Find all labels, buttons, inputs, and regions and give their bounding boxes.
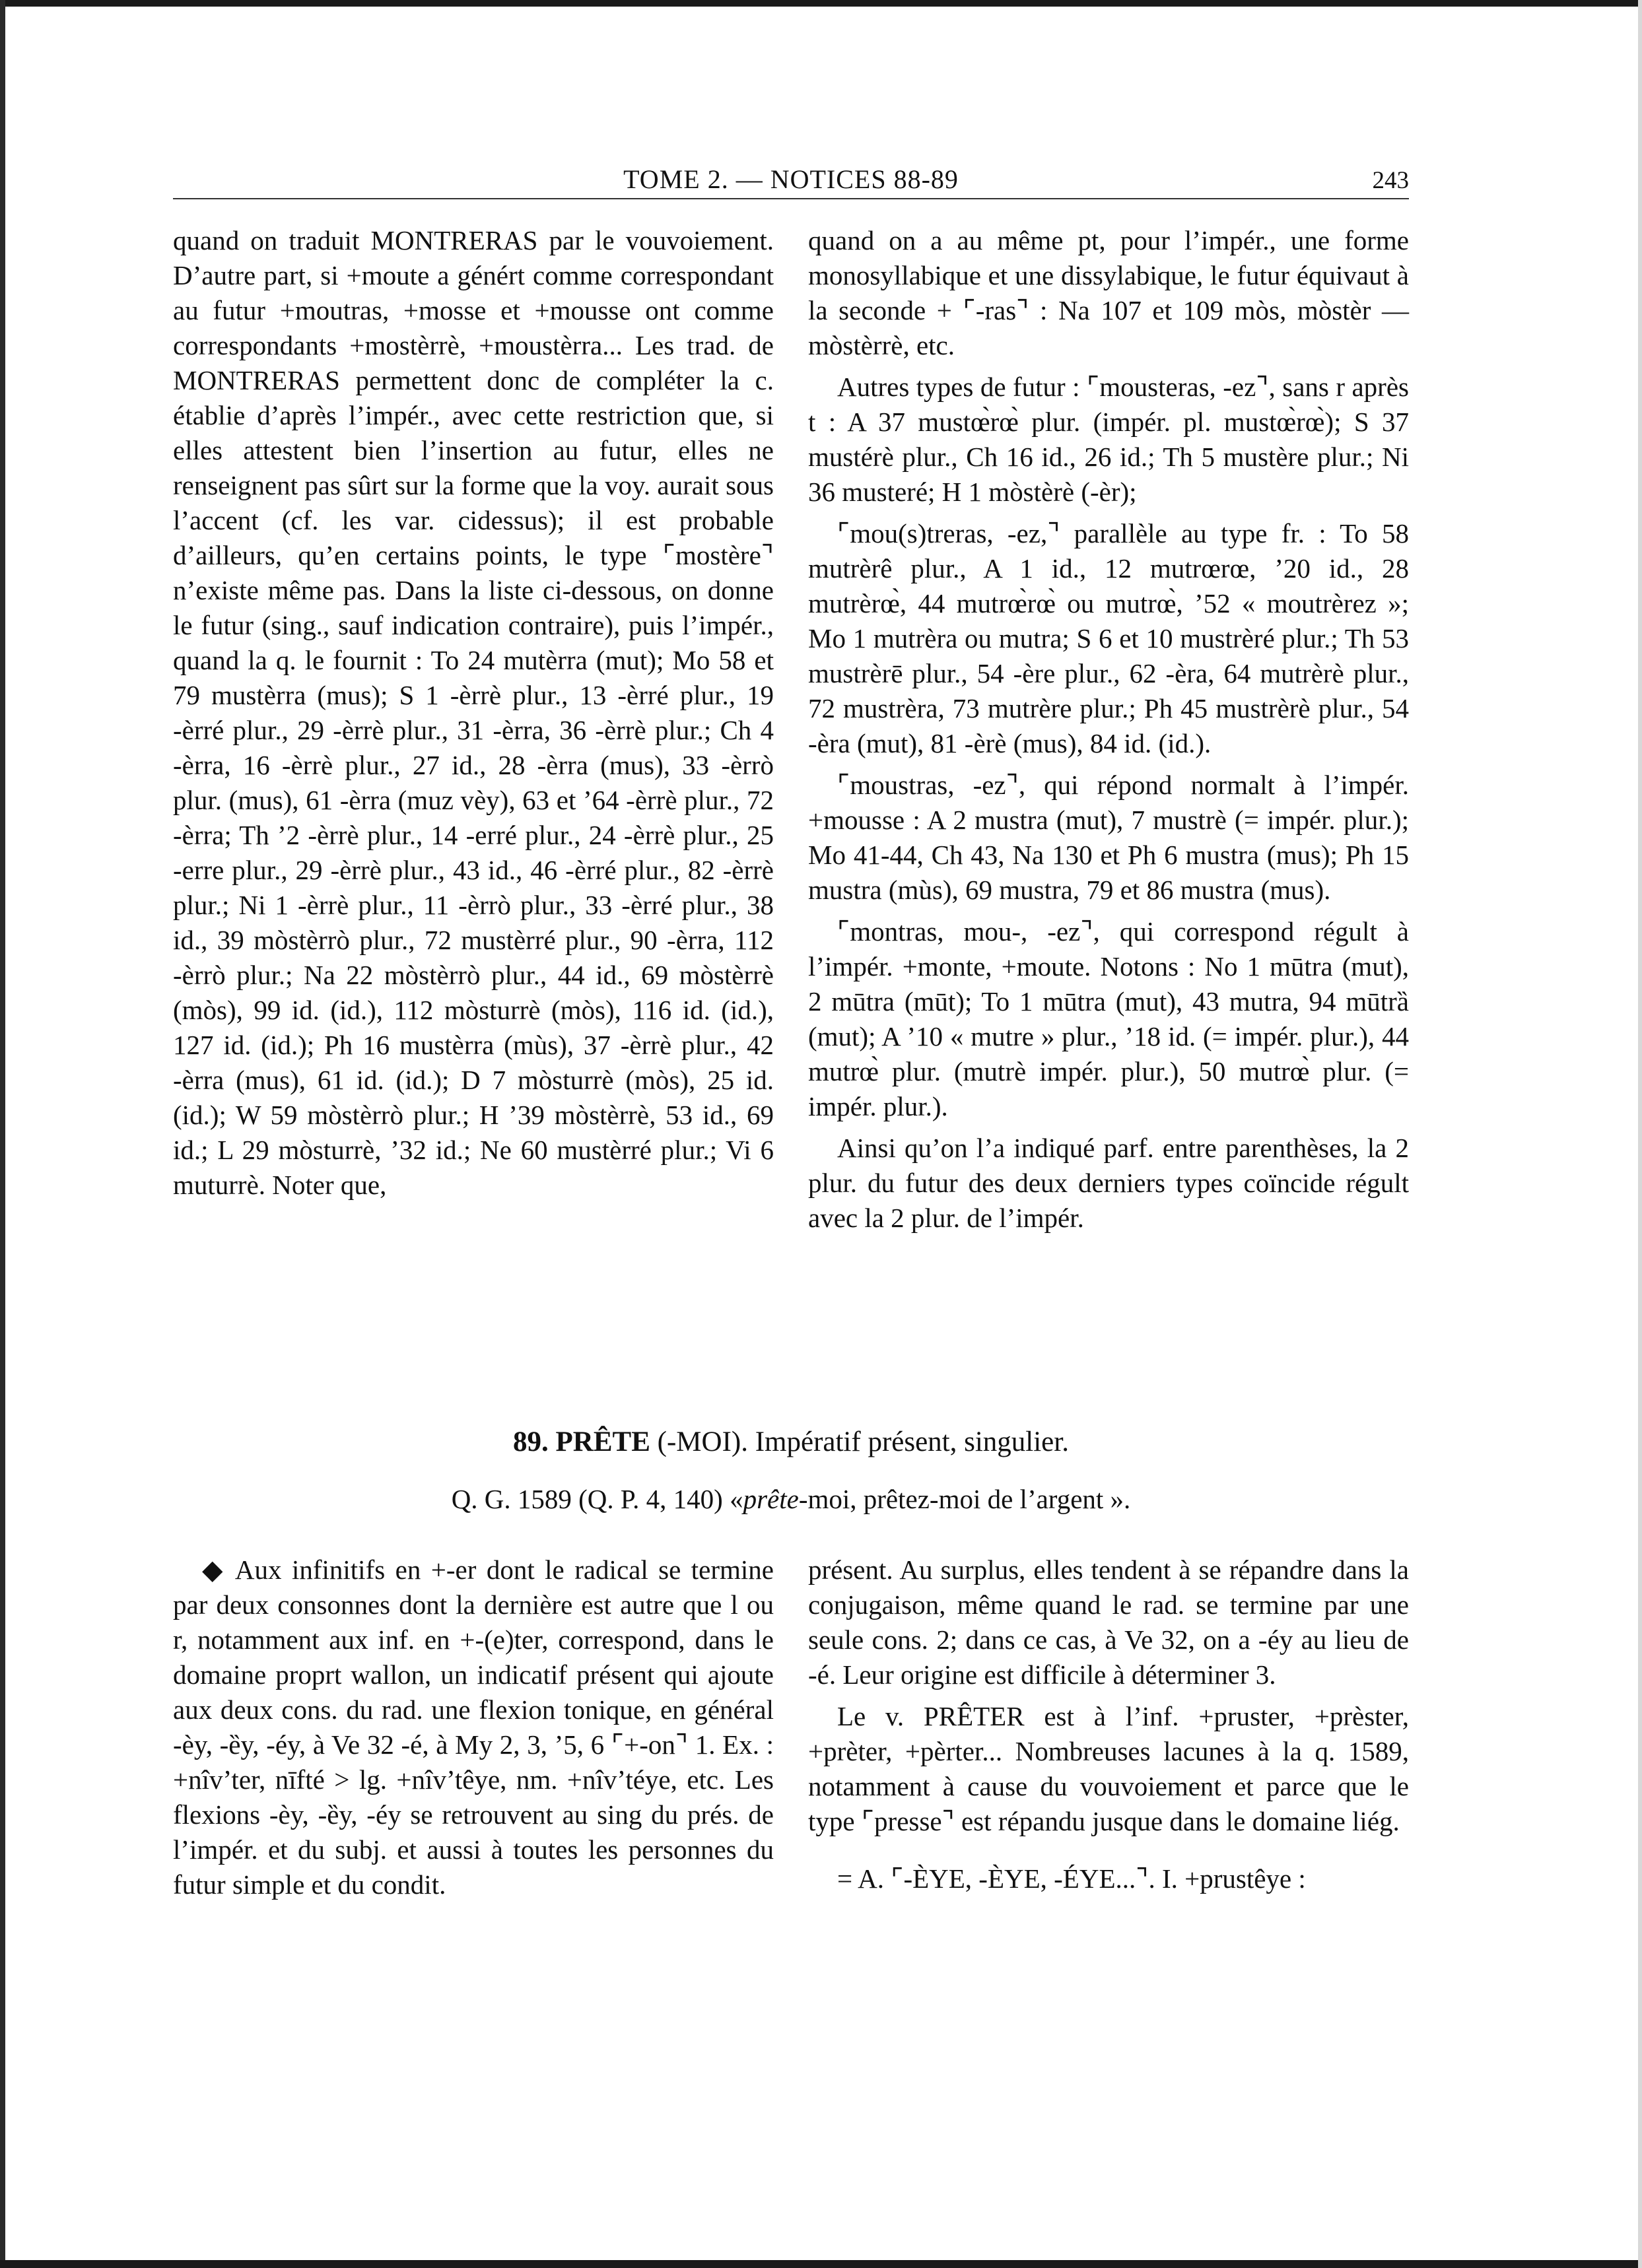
paragraph: = A. ⌜-ÈYE, -ÈYE, -ÉYE...⌝. I. +prustêye :	[837, 1863, 1306, 1894]
section-heading	[173, 1426, 1409, 1458]
subtitle-prefix: Q. G. 1589 (Q. P. 4, 140) «	[451, 1484, 743, 1514]
scan-border-top	[0, 0, 1642, 7]
paragraph: ⌜montras, mou-, -ez⌝, qui correspond régult à l’impér. +monte, +moute. Notons : No 1 mūtra (mut), 2 mūtra (mūt); To 1 mūtra (mut), 43 mutra, 94 mūtrȁ (mut); A ’10 « mutre » plur., ’18 id. (= impér. plur.), 44 mutrœ̀ plur. (mutrè impér. plur.), 50 mutrœ̀ plur. (= impér. plur.).	[808, 916, 1409, 1121]
paragraph: Autres types de futur : ⌜mousteras, -ez⌝, sans r après t : A 37 mustœ̀rœ̀ plur. (impér. pl. mustœ̀rœ̀); S 37 mustérè plur., Ch 16 id., 26 id.; Th 5 mustère plur.; Ni 36 musteré; H 1 mòstèrè (-èr);	[808, 372, 1409, 507]
lower-right-column	[808, 1552, 1409, 1896]
paragraph: ⌜moustras, -ez⌝, qui répond normalt à l’impér. +mousse : A 2 mustra (mut), 7 mustrè (= impér. plur.); Mo 41-44, Ch 43, Na 130 et Ph 6 mustra (mus); Ph 15 mustra (mùs), 69 mustra, 79 et 86 mustra (mus).	[808, 770, 1409, 905]
paragraph: quand on traduit MONTRERAS par le vouvoiement. D’autre part, si +moute a génért comme correspondant au futur +moutras, +mosse et +mousse ont comme correspondants +mostèrrè, +moustèrra... Les trad. de MONTRERAS permettent donc de compléter la c. établie d’après l’impér., avec cette restriction que, si elles attestent bien l’insertion au futur, elles ne renseignent pas sûrt sur la forme que la voy. aurait sous l’accent (cf. les var. cidessus); il est probable d’ailleurs, qu’en certains points, le type ⌜mostère⌝ n’existe même pas. Dans la liste ci-dessous, on donne le futur (sing., sauf indication contraire), puis l’impér., quand la q. le fournit : To 24 mutèrra (mut); Mo 58 et 79 mustèrra (mus); S 1 -èrrè plur., 13 -èrré plur., 19 -èrré plur., 29 -èrrè plur., 31 -èrra, 36 -èrrè plur.; Ch 4 -èrra, 16 -èrrè plur., 27 id., 28 -èrra (mus), 33 -èrrò plur. (mus), 61 -èrra (muz vèy), 63 et ’64 -èrrè plur., 72 -èrra; Th ’2 -èrrè plur., 14 -erré plur., 24 -èrrè plur., 25 -erre plur., 29 -èrrè plur., 43 id., 46 -èrré plur., 82 -èrrè plur.; Ni 1 -èrrè plur., 11 -èrrò plur., 33 -èrré plur., 38 id., 39 mòstèrrò plur., 72 mustèrré plur., 90 -èrra, 112 -èrrò plur.; Na 22 mòstèrrò plur., 44 id., 69 mòstèrrè (mòs), 99 id. (id.), 112 mòsturrè (mòs), 116 id. (id.), 127 id. (id.); Ph 16 mustèrra (mùs), 37 -èrrè plur., 42 -èrra (mus), 61 id. (id.); D 7 mòsturrè (mòs), 25 id. (id.); W 59 mòstèrrò plur.; H ’39 mòstèrrè, 53 id., 69 id.; L 29 mòsturrè, ’32 id.; Ne 60 mustèrré plur.; Vi 6 muturrè. Noter que,	[173, 225, 774, 1200]
section-number: 89. PRÊTE	[513, 1426, 650, 1457]
paragraph: ⌜mou(s)treras, -ez,⌝ parallèle au type fr. : To 58 mutrèrê plur., A 1 id., 12 mutrœrœ, ’20 id., 28 mutrèrœ̀, 44 mutrœ̀rœ̀ ou mutrœ̀, ’52 « moutrèrez »; Mo 1 mutrèra ou mutra; S 6 et 10 mustrèré plur.; Th 53 mustrèrē plur., 54 -ère plur., 62 -èra, 64 mutrèrè plur., 72 mustrèra, 73 mutrère plur.; Ph 45 mustrèrè plur., 54 -èra (mut), 81 -èrè (mus), 84 id. (id.).	[808, 518, 1409, 758]
paragraph: présent. Au surplus, elles tendent à se répandre dans la conjugaison, même quand le rad. se termine par une seule cons. 2; dans ce cas, à Ve 32, on a -éy au lieu de -é. Leur origine est difficile à déterminer 3.	[808, 1554, 1409, 1690]
header-rule	[173, 198, 1409, 199]
scan-border-bottom	[0, 2260, 1642, 2268]
subtitle-suffix: -moi, prêtez-moi de l’argent ».	[798, 1484, 1131, 1514]
running-title: TOME 2. — NOTICES 88-89	[623, 164, 959, 194]
paragraph: Ainsi qu’on l’a indiqué parf. entre parenthèses, la 2 plur. du futur des deux derniers types coïncide régult avec la 2 plur. de l’impér.	[808, 1133, 1409, 1233]
upper-left-column	[173, 223, 774, 1203]
paragraph: Le v. PRÊTER est à l’inf. +pruster, +prèster, +prèter, +pèrter... Nombreuses lacunes à la q. 1589, notamment à cause du vouvoiement et parce que le type ⌜presse⌝ est répandu jusque dans le domaine liég.	[808, 1701, 1409, 1836]
running-header	[173, 164, 1409, 203]
lower-left-column	[173, 1552, 774, 1902]
subtitle-italic: prête	[743, 1484, 799, 1514]
scan-border-left	[0, 0, 5, 2268]
page-number: 243	[1372, 167, 1409, 194]
scan-border-right	[1638, 0, 1642, 2268]
upper-right-column	[808, 223, 1409, 1236]
section-title-rest: (-MOI). Impératif présent, singulier.	[650, 1426, 1069, 1457]
paragraph: quand on a au même pt, pour l’impér., une forme monosyllabique et une dissylabique, le futur équivaut à la seconde + ⌜-ras⌝ : Na 107 et 109 mòs, mòstèr — mòstèrrè, etc.	[808, 225, 1409, 360]
section-subtitle	[173, 1483, 1409, 1515]
paragraph: ◆ Aux infinitifs en +-er dont le radical se termine par deux consonnes dont la dernière est autre que l ou r, notamment aux inf. en +-(e)ter, correspond, dans le domaine proprt wallon, un indicatif présent qui ajoute aux deux cons. du rad. une flexion tonique, en général -èy, -ȅy, -éy, à Ve 32 -é, à My 2, 3, ’5, 6 ⌜+-on⌝ 1. Ex. : +nîv’ter, nīfté > lg. +nîv’têye, nm. +nîv’téye, etc. Les flexions -èy, -ȅy, -éy se retrouvent au sing du prés. de l’impér. et du subj. et aussi à toutes les personnes du futur simple et du condit.	[173, 1554, 774, 1900]
